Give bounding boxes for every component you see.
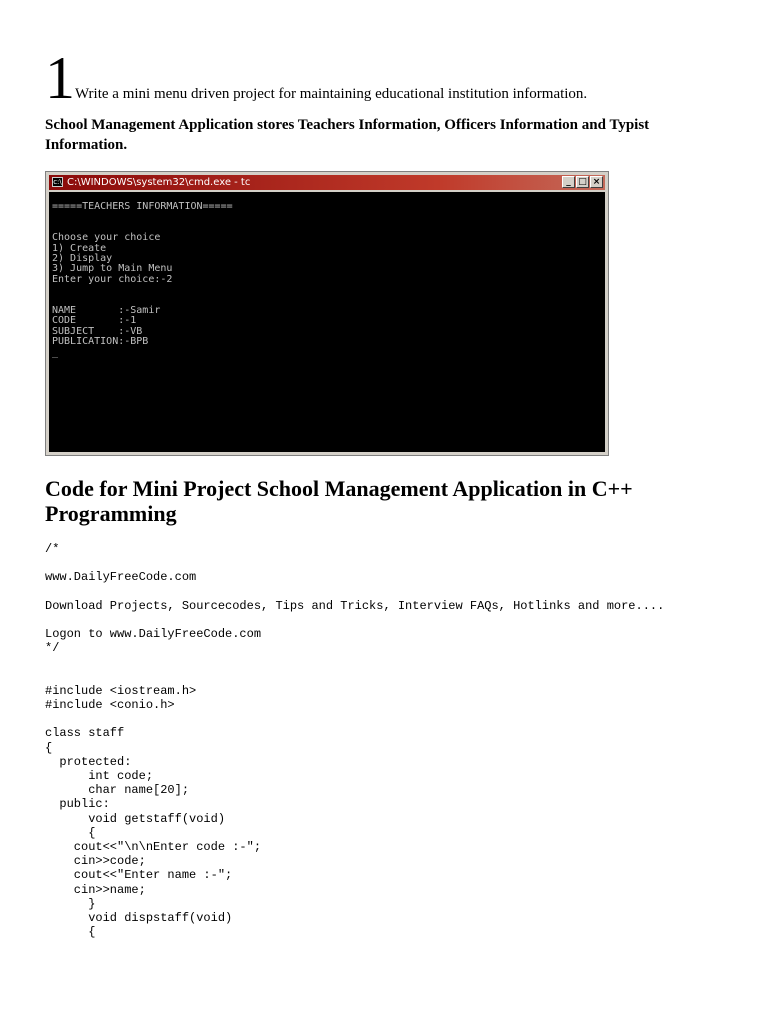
code-line: cout<<"\n\nEnter code :-"; [45, 839, 262, 854]
code-line: { [45, 740, 53, 755]
question-text: Write a mini menu driven project for maintaining educational institution information. [75, 86, 588, 102]
code-block [45, 542, 664, 939]
code-line: */ [45, 641, 60, 656]
intro-paragraph: School Management Application stores Teachers Information, Officers Information and Typist Information. [45, 117, 650, 153]
question-number: 1 [45, 45, 75, 111]
code-line: char name[20]; [45, 783, 190, 798]
section-title: Code for Mini Project School Management Application in C++ Programming [45, 476, 633, 526]
console-line: 1) Create [52, 242, 107, 254]
code-line [45, 670, 664, 684]
code-line: public: [45, 797, 110, 812]
console-line: CODE :-1 [52, 315, 137, 327]
code-line: Download Projects, Sourcecodes, Tips and Tricks, Interview FAQs, Hotlinks and more.... [45, 598, 665, 613]
code-line [45, 613, 664, 627]
console-line: SUBJECT :-VB [52, 325, 143, 337]
console-line: _ [52, 346, 59, 358]
console-line: NAME :-Samir [52, 305, 161, 317]
console-line: PUBLICATION:-BPB [52, 336, 149, 348]
question-heading [45, 45, 588, 111]
console-line: =====TEACHERS INFORMATION===== [52, 201, 233, 212]
code-line: cin>>name; [45, 882, 146, 897]
code-line: } [45, 896, 96, 911]
code-line [45, 712, 664, 726]
close-icon: × [590, 176, 603, 188]
console-line: Choose your choice [52, 232, 161, 244]
cmd-title: C:\WINDOWS\system32\cmd.exe - tc [67, 177, 251, 188]
console-line [52, 285, 605, 295]
console-line [52, 212, 605, 222]
code-line: cout<<"Enter name :-"; [45, 868, 233, 883]
code-line [45, 585, 664, 599]
code-line [45, 656, 664, 670]
code-line: /* [45, 542, 60, 556]
minimize-icon: _ [562, 176, 575, 188]
console-line: 3) Jump to Main Menu [52, 263, 173, 275]
code-line: void dispstaff(void) [45, 910, 233, 925]
code-line [45, 556, 664, 570]
code-line: class staff [45, 726, 125, 741]
cmd-window-screenshot [45, 171, 609, 456]
console-line: 2) Display [52, 253, 113, 265]
code-line: #include <conio.h> [45, 698, 175, 713]
code-line: Logon to www.DailyFreeCode.com [45, 627, 262, 642]
code-line: void getstaff(void) [45, 811, 226, 826]
code-line: { [45, 825, 96, 840]
cmd-titlebar [49, 175, 605, 190]
code-line: int code; [45, 769, 154, 783]
code-line: protected: [45, 754, 132, 769]
code-line: cin>>code; [45, 854, 146, 869]
code-line: #include <iostream.h> [45, 683, 197, 698]
code-line: { [45, 925, 96, 940]
console-line: Enter your choice:-2 [52, 273, 173, 285]
cmd-icon: c:\ [53, 178, 62, 186]
code-line: www.DailyFreeCode.com [45, 570, 197, 585]
cmd-console-output [49, 192, 605, 452]
maximize-icon: □ [576, 176, 589, 188]
